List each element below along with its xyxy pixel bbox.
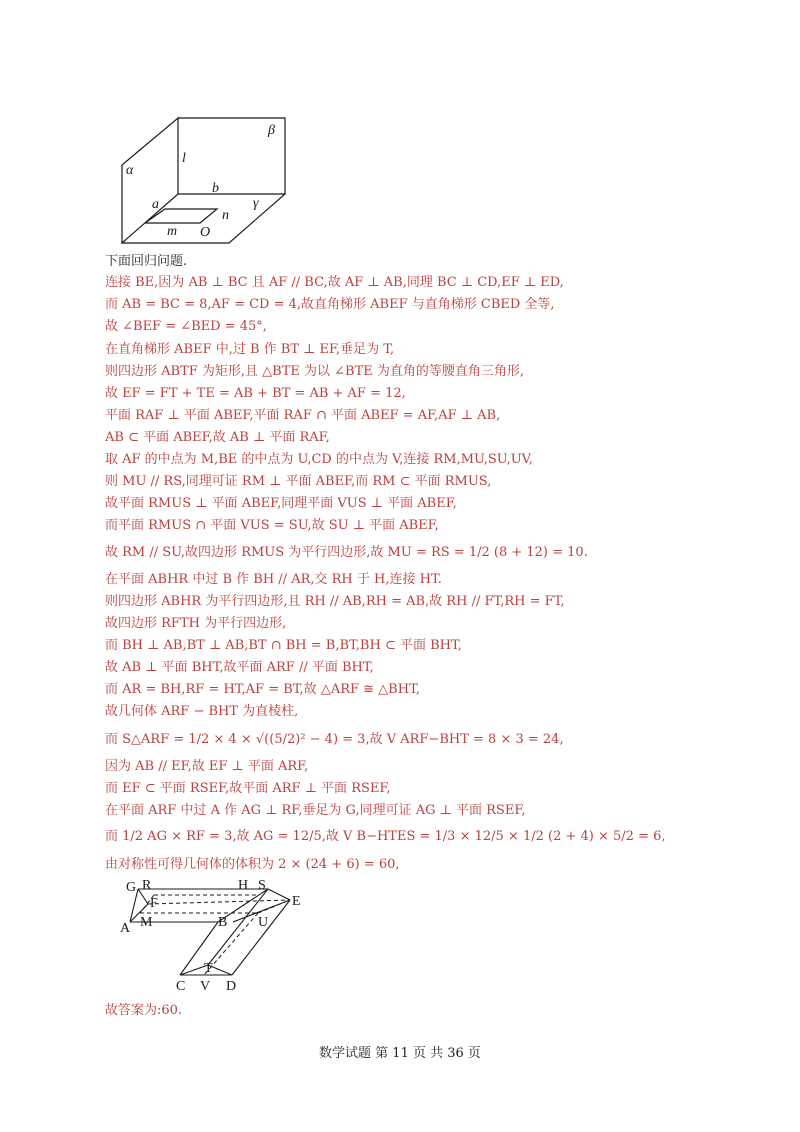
label-H: H xyxy=(238,878,249,893)
label-alpha: α xyxy=(126,163,134,178)
label-M: M xyxy=(140,915,153,930)
text-line: 则四边形 ABTF 为矩形,且 △BTE 为以 ∠BTE 为直角的等腰直角三角形, xyxy=(105,364,525,379)
text-line: 连接 BE,因为 AB ⊥ BC 且 AF // BC,故 AF ⊥ AB,同理 BC ⊥ CD,EF ⊥ ED, xyxy=(105,275,564,290)
text-line: 取 AF 的中点为 M,BE 的中点为 U,CD 的中点为 V,连接 RM,MU,SU,UV, xyxy=(105,452,533,467)
text-line: 故 RM // SU,故四边形 RMUS 为平行四边形,故 MU = RS = 1/2 (8 + 12) = 10. xyxy=(105,545,588,560)
text-line: 由对称性可得几何体的体积为 2 × (24 + 6) = 60, xyxy=(105,857,400,872)
text-line: 而 BH ⊥ AB,BT ⊥ AB,BT ∩ BH = B,BT,BH ⊂ 平面 BHT, xyxy=(105,638,462,653)
text-line: 在平面 ABHR 中过 B 作 BH // AR,交 RH 于 H,连接 HT. xyxy=(105,572,442,587)
label-n: n xyxy=(222,208,229,223)
text-line: 故 EF = FT + TE = AB + BT = AB + AF = 12, xyxy=(105,386,406,401)
text-line: AB ⊂ 平面 ABEF,故 AB ⊥ 平面 RAF, xyxy=(105,430,330,445)
text-line: 平面 RAF ⊥ 平面 ABEF,平面 RAF ∩ 平面 ABEF = AF,AF ⊥ AB, xyxy=(105,408,501,423)
label-R: R xyxy=(142,878,152,893)
text-line: 在直角梯形 ABEF 中,过 B 作 BT ⊥ EF,垂足为 T, xyxy=(105,342,395,357)
text-line: 故四边形 RFTH 为平行四边形, xyxy=(105,616,287,631)
label-B: B xyxy=(218,915,228,930)
text-line: 而 AB = BC = 8,AF = CD = 4,故直角梯形 ABEF 与直角梯形 CBED 全等, xyxy=(105,297,555,312)
label-b: b xyxy=(212,181,219,196)
text-line: 而 AR = BH,RF = HT,AF = BT,故 △ARF ≅ △BHT, xyxy=(105,682,420,697)
label-l: l xyxy=(182,151,186,166)
answer-line: 故答案为:60. xyxy=(105,1003,183,1018)
label-gamma: γ xyxy=(253,196,259,211)
text-line: 则 MU // RS,同理可证 RM ⊥ 平面 ABEF,而 RM ⊂ 平面 RMUS, xyxy=(105,474,492,489)
label-D: D xyxy=(226,979,237,994)
label-G: G xyxy=(126,880,137,895)
label-a: a xyxy=(152,197,159,212)
text-line: 故 ∠BEF = ∠BED = 45°, xyxy=(105,319,267,334)
label-E: E xyxy=(292,894,301,909)
label-V: V xyxy=(200,979,211,994)
figure-planes xyxy=(110,110,300,250)
text-line: 则四边形 ABHR 为平行四边形,且 RH // AB,RH = AB,故 RH // FT,RH = FT, xyxy=(105,594,565,609)
text-line: 下面回归问题. xyxy=(105,254,188,269)
text-line: 而 1/2 AG × RF = 3,故 AG = 12/5,故 V B−HTES = 1/3 × 12/5 × 1/2 (2 + 4) × 5/2 = 6, xyxy=(105,829,666,844)
label-T: T xyxy=(204,961,213,976)
page-footer: 数学试题 第 11 页 共 36 页 xyxy=(319,1046,481,1061)
label-beta: β xyxy=(268,123,275,138)
text-line: 而平面 RMUS ∩ 平面 VUS = SU,故 SU ⊥ 平面 ABEF, xyxy=(105,518,439,533)
label-S: S xyxy=(258,878,266,893)
text-line: 在平面 ARF 中过 A 作 AG ⊥ RF,垂足为 G,同理可证 AG ⊥ 平面 RSEF, xyxy=(105,803,526,818)
label-A: A xyxy=(120,921,131,936)
text-line: 故平面 RMUS ⊥ 平面 ABEF,同理平面 VUS ⊥ 平面 ABEF, xyxy=(105,496,457,511)
label-O: O xyxy=(200,225,211,240)
label-F: F xyxy=(150,896,158,911)
figure-solid xyxy=(118,877,313,995)
text-line: 而 EF ⊂ 平面 RSEF,故平面 ARF ⊥ 平面 RSEF, xyxy=(105,781,391,796)
text-line: 故几何体 ARF − BHT 为直棱柱, xyxy=(105,704,299,719)
text-line: 因为 AB // EF,故 EF ⊥ 平面 ARF, xyxy=(105,759,309,774)
label-C: C xyxy=(176,979,186,994)
label-m: m xyxy=(167,224,178,239)
label-U: U xyxy=(258,915,269,930)
text-line: 而 S△ARF = 1/2 × 4 × √((5/2)² − 4) = 3,故 V ARF−BHT = 8 × 3 = 24, xyxy=(105,732,564,747)
text-line: 故 AB ⊥ 平面 BHT,故平面 ARF // 平面 BHT, xyxy=(105,660,374,675)
